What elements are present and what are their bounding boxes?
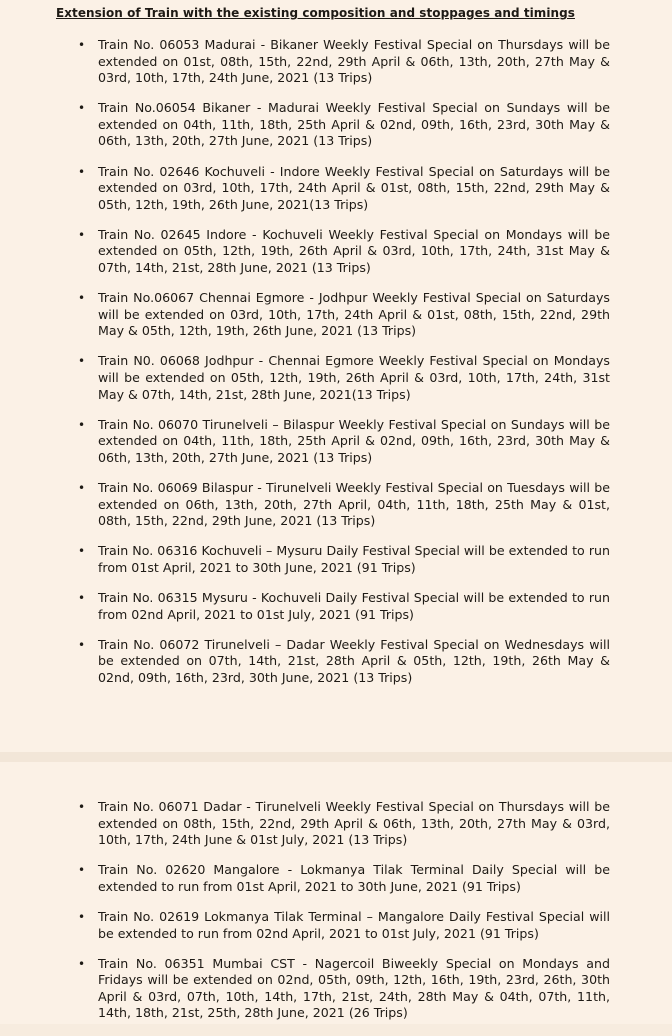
list-item-text: Train N0. 06068 Jodhpur - Chennai Egmore Weekly Festival Special on Mondays will be extended on 05th, 12th, 19th, 26th April & 03rd, 10th, 17th, 24th, 31st May & 07th, 14th, 21st, 28th June, 2021(13 Trips) xyxy=(98,353,610,402)
list-item xyxy=(78,799,610,849)
list-item xyxy=(78,543,610,576)
bullet-icon: • xyxy=(78,417,86,432)
bullet-icon: • xyxy=(78,38,86,52)
list-item xyxy=(78,480,610,530)
list-item-text: Train No. 06069 Bilaspur - Tirunelveli Weekly Festival Special on Tuesdays will be extended on 06th, 13th, 20th, 27th April, 04th, 11th, 18th, 25th May & 01st, 08th, 15th, 22nd, 29th June, 2021 (13 Trips) xyxy=(98,479,610,529)
list-item-text: Train No.06054 Bikaner - Madurai Weekly Festival Special on Sundays will be extended on 04th, 11th, 18th, 25th April & 02nd, 09th, 16th, 23rd, 30th May & 06th, 13th, 20th, 27th June, 2021 (13 Trips) xyxy=(98,100,610,149)
document-page-2 xyxy=(0,762,672,1024)
train-list-page-2 xyxy=(78,799,610,1036)
list-item xyxy=(78,164,610,214)
list-item xyxy=(78,862,610,895)
list-item-text: Train No. 02619 Lokmanya Tilak Terminal – Mangalore Daily Festival Special will be extended to run from 02nd April, 2021 to 01st July, 2021 (91 Trips) xyxy=(98,908,610,941)
list-item-text: Train No. 06315 Mysuru - Kochuveli Daily Festival Special will be extended to run from 02nd April, 2021 to 01st July, 2021 (91 Trips) xyxy=(98,589,610,622)
list-item xyxy=(78,353,610,403)
list-item xyxy=(78,290,610,340)
list-item xyxy=(78,909,610,942)
bullet-icon: • xyxy=(78,544,86,559)
bullet-icon: • xyxy=(78,227,86,242)
page-separator xyxy=(0,752,672,762)
bullet-icon: • xyxy=(78,101,86,116)
bullet-icon: • xyxy=(78,909,86,924)
list-item xyxy=(78,590,610,623)
list-item xyxy=(78,956,610,1022)
list-item xyxy=(78,637,610,687)
list-item xyxy=(78,100,610,150)
train-list-page-1 xyxy=(78,37,610,700)
bullet-icon: • xyxy=(78,291,86,306)
list-item-text: Train No. 06316 Kochuveli – Mysuru Daily Festival Special will be extended to run from 01st April, 2021 to 30th June, 2021 (91 Trips) xyxy=(98,543,610,575)
bullet-icon: • xyxy=(78,863,86,878)
bullet-icon: • xyxy=(78,637,86,652)
bullet-icon: • xyxy=(78,480,86,495)
list-item xyxy=(78,417,610,467)
list-item-text: Train No. 06071 Dadar - Tirunelveli Weekly Festival Special on Thursdays will be extended on 08th, 15th, 22nd, 29th April & 06th, 13th, 20th, 27th May & 03rd, 10th, 17th, 24th June & 01st July, 2021 (13 Trips) xyxy=(98,799,610,848)
list-item-text: Train No. 06053 Madurai - Bikaner Weekly Festival Special on Thursdays will be extended on 01st, 08th, 15th, 22nd, 29th April & 06th, 13th, 20th, 27th May & 03rd, 10th, 17th, 24th June, 2021 (13 Trips) xyxy=(98,37,610,86)
list-item-text: Train No. 02646 Kochuveli - Indore Weekly Festival Special on Saturdays will be extended on 03rd, 10th, 17th, 24th April & 01st, 08th, 15th, 22nd, 29th May & 05th, 12th, 19th, 26th June, 2021(13 Trips) xyxy=(98,163,610,212)
list-item-text: Train No. 06070 Tirunelveli – Bilaspur Weekly Festival Special on Sundays will be extended on 04th, 11th, 18th, 25th April & 02nd, 09th, 16th, 23rd, 30th May & 06th, 13th, 20th, 27th June, 2021 (13 Trips) xyxy=(98,416,610,465)
bullet-icon: • xyxy=(78,354,86,369)
section-heading: Extension of Train with the existing composition and stoppages and timings xyxy=(56,6,575,20)
list-item xyxy=(78,37,610,87)
bullet-icon: • xyxy=(78,956,86,971)
bullet-icon: • xyxy=(78,164,86,179)
list-item-text: Train No.06067 Chennai Egmore - Jodhpur Weekly Festival Special on Saturdays will be extended on 03rd, 10th, 17th, 24th April & 01st, 08th, 15th, 22nd, 29th May & 05th, 12th, 19th, 26th June, 2021 (13 Trips) xyxy=(98,290,610,339)
list-item-text: Train No. 02645 Indore - Kochuveli Weekly Festival Special on Mondays will be extended on 05th, 12th, 19th, 26th April & 03rd, 10th, 17th, 24th, 31st May & 07th, 14th, 21st, 28th June, 2021 (13 Trips) xyxy=(98,226,610,276)
bullet-icon: • xyxy=(78,800,86,814)
list-item-text: Train No. 06072 Tirunelveli – Dadar Weekly Festival Special on Wednesdays will be extended on 07th, 14th, 21st, 28th April & 05th, 12th, 19th, 26th May & 02nd, 09th, 16th, 23rd, 30th June, 2021 (13 Trips) xyxy=(98,636,610,685)
list-item-text: Train No. 06351 Mumbai CST - Nagercoil Biweekly Special on Mondays and Fridays will be extended on 02nd, 05th, 09th, 12th, 16th, 19th, 23rd, 26th, 30th April & 03rd, 07th, 10th, 14th, 17th, 21st, 24th, 28th May & 04th, 07th, 11th, 14th, 18th, 21st, 25th, 28th June, 2021 (26 Trips) xyxy=(98,955,610,1021)
list-item-text: Train No. 02620 Mangalore - Lokmanya Tilak Terminal Daily Special will be extended to run from 01st April, 2021 to 30th June, 2021 (91 Trips) xyxy=(98,862,610,894)
bullet-icon: • xyxy=(78,590,86,605)
list-item xyxy=(78,227,610,277)
